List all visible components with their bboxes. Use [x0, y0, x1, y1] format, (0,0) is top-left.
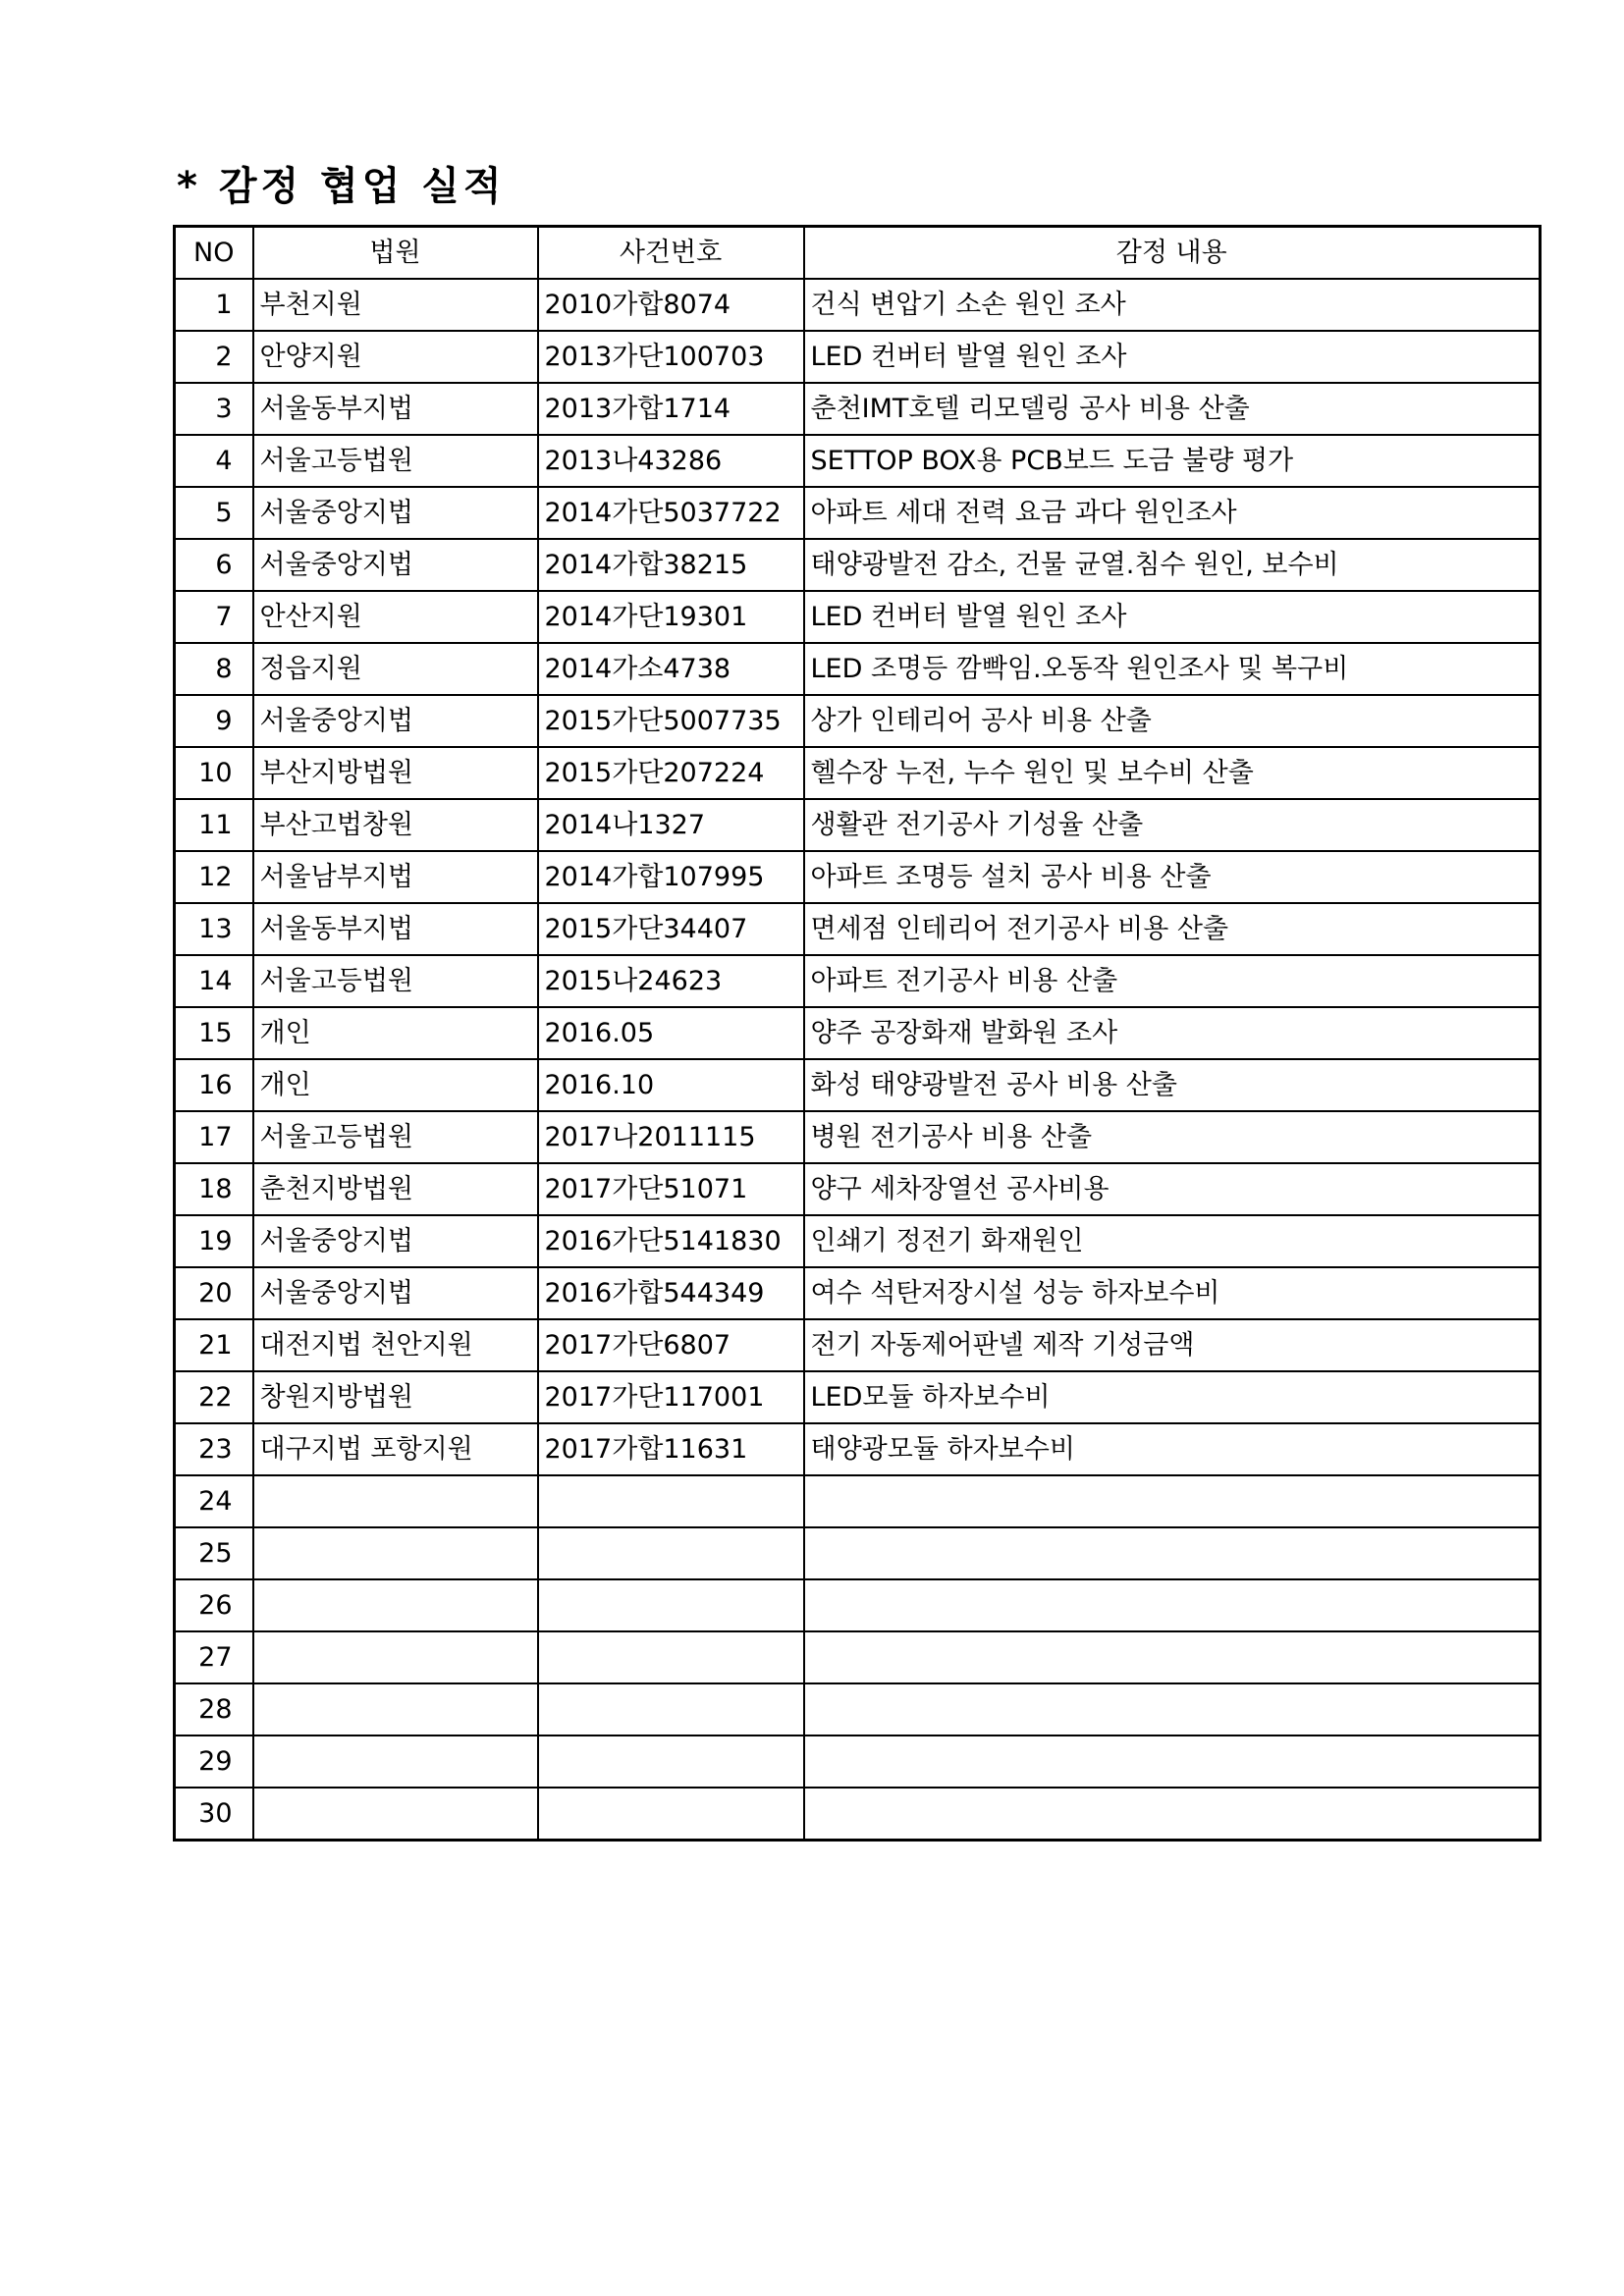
row-number: 20: [175, 1267, 253, 1319]
row-number: 23: [175, 1423, 253, 1475]
table-row: [175, 1423, 1541, 1475]
row-number: 10: [175, 747, 253, 799]
description-cell: 상가 인테리어 공사 비용 산출: [804, 695, 1541, 747]
case-number-cell: [538, 1579, 804, 1631]
row-number: 21: [175, 1319, 253, 1371]
case-number-cell: 2015가단34407: [538, 903, 804, 955]
row-number: 18: [175, 1163, 253, 1215]
description-cell: LED 조명등 깜빡임.오동작 원인조사 및 복구비: [804, 643, 1541, 695]
table-row: [175, 1579, 1541, 1631]
court-cell: 부산고법창원: [253, 799, 538, 851]
description-cell: [804, 1788, 1541, 1841]
header-case-number: 사건번호: [538, 227, 804, 280]
description-cell: 화성 태양광발전 공사 비용 산출: [804, 1059, 1541, 1111]
table-row: [175, 591, 1541, 643]
row-number: 1: [175, 279, 253, 331]
table-row: [175, 539, 1541, 591]
case-number-cell: 2013가단100703: [538, 331, 804, 383]
table-row: [175, 695, 1541, 747]
case-number-cell: [538, 1683, 804, 1735]
case-number-cell: 2016가합544349: [538, 1267, 804, 1319]
row-number: 12: [175, 851, 253, 903]
table-row: [175, 1527, 1541, 1579]
case-number-cell: 2015나24623: [538, 955, 804, 1007]
row-number: 16: [175, 1059, 253, 1111]
row-number: 14: [175, 955, 253, 1007]
description-cell: LED 컨버터 발열 원인 조사: [804, 331, 1541, 383]
description-cell: 생활관 전기공사 기성율 산출: [804, 799, 1541, 851]
table-row: [175, 1735, 1541, 1788]
table-row: [175, 1007, 1541, 1059]
court-cell: 서울고등법원: [253, 435, 538, 487]
case-number-cell: 2016.10: [538, 1059, 804, 1111]
description-cell: 양주 공장화재 발화원 조사: [804, 1007, 1541, 1059]
table-row: [175, 643, 1541, 695]
records-table: [173, 225, 1542, 1842]
case-number-cell: 2017나2011115: [538, 1111, 804, 1163]
court-cell: 정읍지원: [253, 643, 538, 695]
description-cell: SETTOP BOX용 PCB보드 도금 불량 평가: [804, 435, 1541, 487]
table-row: [175, 1059, 1541, 1111]
court-cell: 개인: [253, 1059, 538, 1111]
court-cell: [253, 1631, 538, 1683]
case-number-cell: 2017가단51071: [538, 1163, 804, 1215]
row-number: 22: [175, 1371, 253, 1423]
row-number: 29: [175, 1735, 253, 1788]
description-cell: 아파트 전기공사 비용 산출: [804, 955, 1541, 1007]
table-header-row: [175, 227, 1541, 280]
court-cell: 서울고등법원: [253, 1111, 538, 1163]
table-row: [175, 955, 1541, 1007]
court-cell: [253, 1735, 538, 1788]
description-cell: [804, 1631, 1541, 1683]
case-number-cell: [538, 1527, 804, 1579]
description-cell: 아파트 세대 전력 요금 과다 원인조사: [804, 487, 1541, 539]
page-title: * 감정 협업 실적: [177, 164, 506, 209]
description-cell: 병원 전기공사 비용 산출: [804, 1111, 1541, 1163]
description-cell: 양구 세차장열선 공사비용: [804, 1163, 1541, 1215]
court-cell: 안산지원: [253, 591, 538, 643]
row-number: 6: [175, 539, 253, 591]
description-cell: [804, 1527, 1541, 1579]
table-row: [175, 903, 1541, 955]
court-cell: [253, 1788, 538, 1841]
case-number-cell: 2014가소4738: [538, 643, 804, 695]
row-number: 7: [175, 591, 253, 643]
case-number-cell: 2013나43286: [538, 435, 804, 487]
description-cell: 면세점 인테리어 전기공사 비용 산출: [804, 903, 1541, 955]
row-number: 4: [175, 435, 253, 487]
row-number: 25: [175, 1527, 253, 1579]
court-cell: 서울중앙지법: [253, 1267, 538, 1319]
row-number: 30: [175, 1788, 253, 1841]
description-cell: 태양광모듈 하자보수비: [804, 1423, 1541, 1475]
case-number-cell: [538, 1631, 804, 1683]
table-body: [175, 279, 1541, 1841]
case-number-cell: 2013가합1714: [538, 383, 804, 435]
court-cell: 춘천지방법원: [253, 1163, 538, 1215]
description-cell: 태양광발전 감소, 건물 균열.침수 원인, 보수비: [804, 539, 1541, 591]
court-cell: 부산지방법원: [253, 747, 538, 799]
case-number-cell: 2017가단117001: [538, 1371, 804, 1423]
court-cell: 서울중앙지법: [253, 1215, 538, 1267]
case-number-cell: [538, 1475, 804, 1527]
court-cell: 대구지법 포항지원: [253, 1423, 538, 1475]
table-row: [175, 1371, 1541, 1423]
row-number: 9: [175, 695, 253, 747]
table-row: [175, 1788, 1541, 1841]
row-number: 5: [175, 487, 253, 539]
court-cell: 개인: [253, 1007, 538, 1059]
table-row: [175, 1319, 1541, 1371]
row-number: 2: [175, 331, 253, 383]
description-cell: LED 컨버터 발열 원인 조사: [804, 591, 1541, 643]
table-row: [175, 747, 1541, 799]
case-number-cell: 2015가단207224: [538, 747, 804, 799]
case-number-cell: 2016.05: [538, 1007, 804, 1059]
table-row: [175, 435, 1541, 487]
case-number-cell: 2014가합107995: [538, 851, 804, 903]
court-cell: 서울고등법원: [253, 955, 538, 1007]
case-number-cell: 2014나1327: [538, 799, 804, 851]
header-no: NO: [175, 227, 253, 280]
description-cell: [804, 1683, 1541, 1735]
table-row: [175, 1683, 1541, 1735]
row-number: 11: [175, 799, 253, 851]
table-row: [175, 279, 1541, 331]
case-number-cell: [538, 1735, 804, 1788]
description-cell: [804, 1735, 1541, 1788]
case-number-cell: 2014가합38215: [538, 539, 804, 591]
case-number-cell: 2017가합11631: [538, 1423, 804, 1475]
case-number-cell: 2010가합8074: [538, 279, 804, 331]
court-cell: 안양지원: [253, 331, 538, 383]
table-row: [175, 1215, 1541, 1267]
description-cell: 헬수장 누전, 누수 원인 및 보수비 산출: [804, 747, 1541, 799]
description-cell: [804, 1579, 1541, 1631]
table-row: [175, 851, 1541, 903]
row-number: 17: [175, 1111, 253, 1163]
court-cell: 대전지법 천안지원: [253, 1319, 538, 1371]
description-cell: 아파트 조명등 설치 공사 비용 산출: [804, 851, 1541, 903]
description-cell: [804, 1475, 1541, 1527]
table-row: [175, 1111, 1541, 1163]
header-court: 법원: [253, 227, 538, 280]
table-row: [175, 1631, 1541, 1683]
court-cell: [253, 1579, 538, 1631]
case-number-cell: 2017가단6807: [538, 1319, 804, 1371]
court-cell: [253, 1527, 538, 1579]
court-cell: 서울중앙지법: [253, 539, 538, 591]
row-number: 19: [175, 1215, 253, 1267]
court-cell: 서울중앙지법: [253, 487, 538, 539]
court-cell: 서울중앙지법: [253, 695, 538, 747]
row-number: 27: [175, 1631, 253, 1683]
court-cell: 서울남부지법: [253, 851, 538, 903]
court-cell: [253, 1683, 538, 1735]
description-cell: 춘천IMT호텔 리모델링 공사 비용 산출: [804, 383, 1541, 435]
row-number: 28: [175, 1683, 253, 1735]
court-cell: 서울동부지법: [253, 383, 538, 435]
case-number-cell: 2016가단5141830: [538, 1215, 804, 1267]
description-cell: 여수 석탄저장시설 성능 하자보수비: [804, 1267, 1541, 1319]
records-table-container: [173, 225, 1539, 1842]
row-number: 13: [175, 903, 253, 955]
row-number: 26: [175, 1579, 253, 1631]
description-cell: LED모듈 하자보수비: [804, 1371, 1541, 1423]
row-number: 8: [175, 643, 253, 695]
table-row: [175, 383, 1541, 435]
table-row: [175, 331, 1541, 383]
case-number-cell: 2014가단19301: [538, 591, 804, 643]
court-cell: 부천지원: [253, 279, 538, 331]
row-number: 15: [175, 1007, 253, 1059]
case-number-cell: 2014가단5037722: [538, 487, 804, 539]
description-cell: 전기 자동제어판넬 제작 기성금액: [804, 1319, 1541, 1371]
table-row: [175, 487, 1541, 539]
description-cell: 인쇄기 정전기 화재원인: [804, 1215, 1541, 1267]
table-row: [175, 1267, 1541, 1319]
court-cell: 서울동부지법: [253, 903, 538, 955]
row-number: 3: [175, 383, 253, 435]
case-number-cell: [538, 1788, 804, 1841]
court-cell: [253, 1475, 538, 1527]
table-row: [175, 1475, 1541, 1527]
table-row: [175, 799, 1541, 851]
header-description: 감정 내용: [804, 227, 1541, 280]
case-number-cell: 2015가단5007735: [538, 695, 804, 747]
row-number: 24: [175, 1475, 253, 1527]
table-row: [175, 1163, 1541, 1215]
court-cell: 창원지방법원: [253, 1371, 538, 1423]
description-cell: 건식 변압기 소손 원인 조사: [804, 279, 1541, 331]
